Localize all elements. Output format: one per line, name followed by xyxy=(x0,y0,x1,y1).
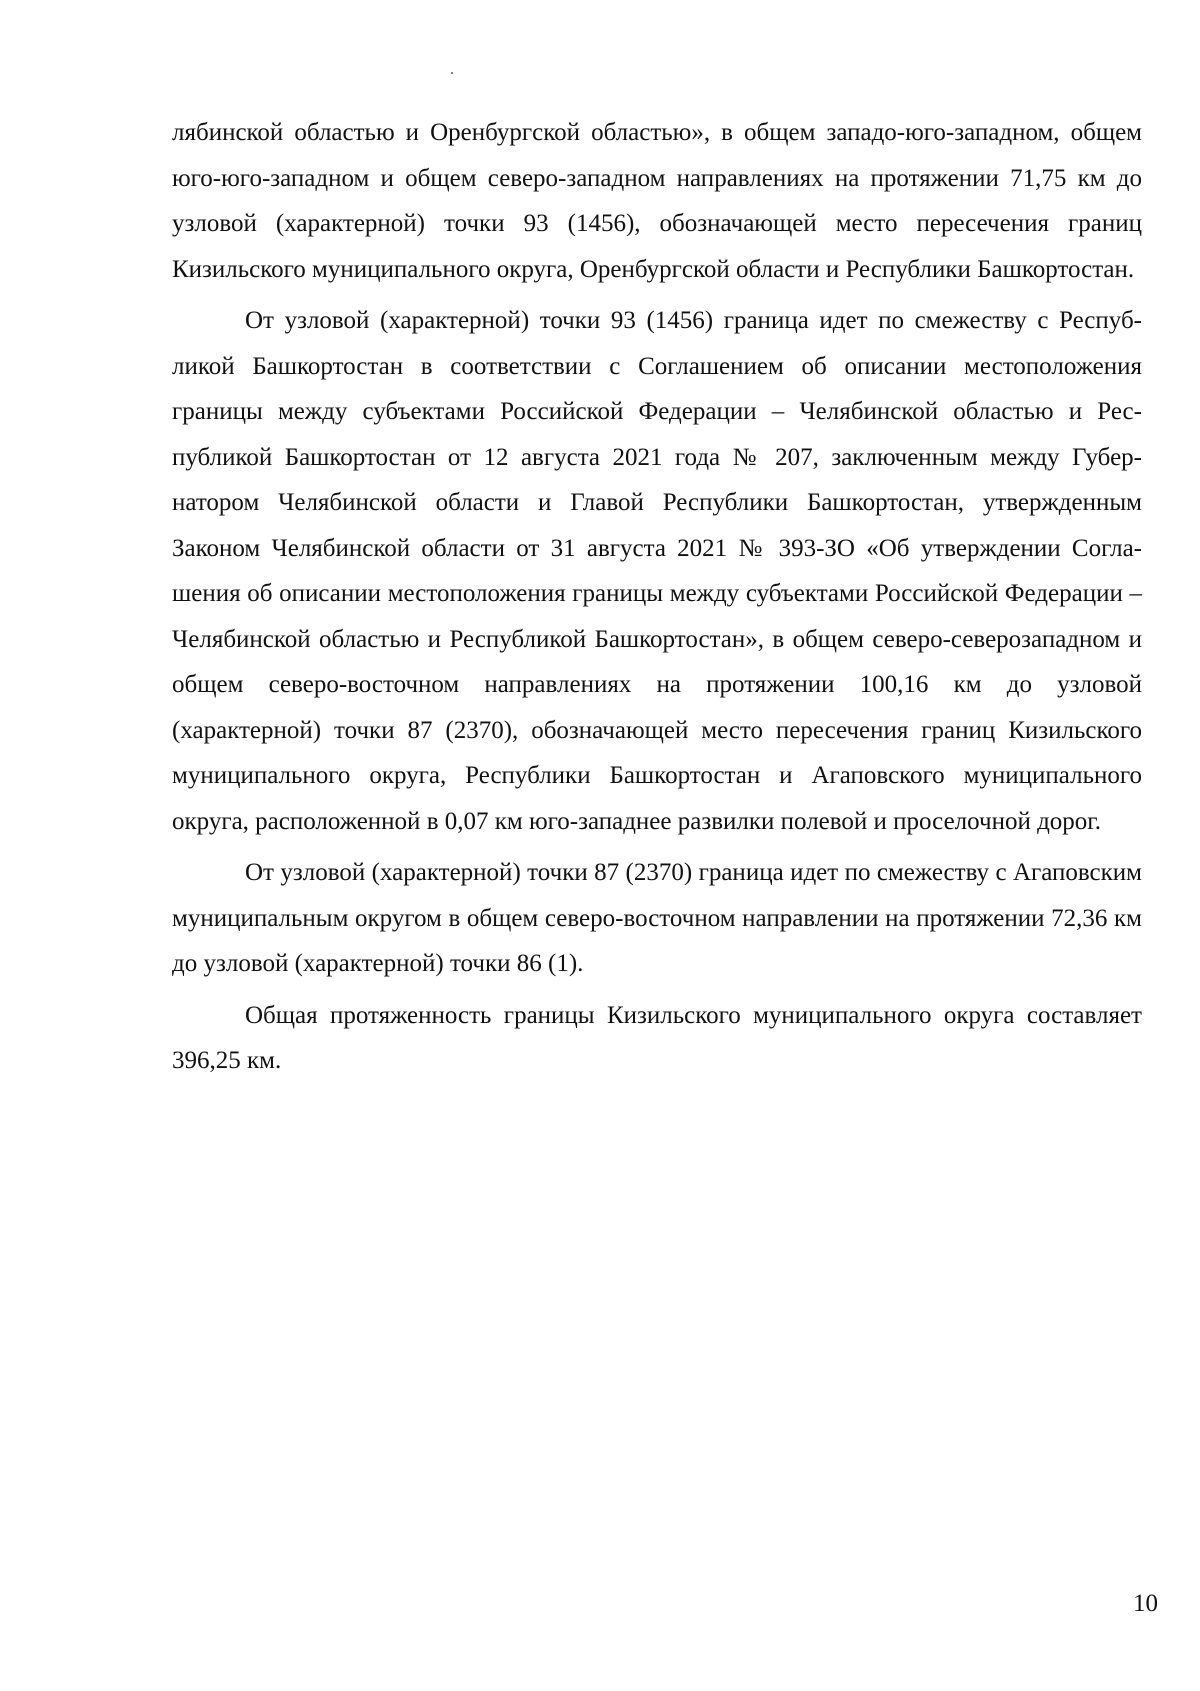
document-body xyxy=(172,110,1142,1084)
paragraph-agapovsky-border: От узловой (характерной) точки 87 (2370) граница идет по смежеству с Агаповским муниципальным округом в общем северо-восточном направлении на протяжении 72,36 км до узловой (характерной) точки 86 (1). xyxy=(172,859,1142,977)
scan-speck xyxy=(451,72,453,74)
paragraph-bashkortostan-border: От узловой (характерной) точки 93 (1456) граница идет по смежеству с Республикой Башкортостан в соответствии с Соглашением об описании местоположения границы между субъектами Российской Федерации – Челябинской областью и Республикой Башкортостан от 12 августа 2021 года № 207, заключенным между Губернатором Челябинской области и Главой Республики Башкортостан, утвержденным Законом Челябинской области от 31 августа 2021 № 393-ЗО «Об утверждении Соглашения об описании местоположения границы между субъектами Российской Федерации – Челябинской областью и Республикой Башкортостан», в общем северо-северозападном и общем северо-восточном направлениях на протяжении 100,16 км до узловой (характерной) точки 87 (2370), обозначающей место пересечения границ Кизильского муниципального округа, Республики Башкортостан и Агаповского муниципального округа, расположенной в 0,07 км юго-западнее развилки полевой и проселочной дорог. xyxy=(172,307,1142,835)
paragraph-total-length: Общая протяженность границы Кизильского муниципального округа составляет 396,25 км. xyxy=(172,1001,1142,1074)
page-number: 10 xyxy=(1133,1590,1158,1617)
paragraph-continuation: лябинской областью и Оренбургской областью», в общем западо-юго-западном, общем юго-юго-западном и общем северо-западном направлениях на протяжении 71,75 км до узловой (характерной) точки 93 (1456), обозначающей место пересечения границ Кизильского муниципального округа, Оренбургской области и Республики Башкортостан. xyxy=(172,119,1142,283)
